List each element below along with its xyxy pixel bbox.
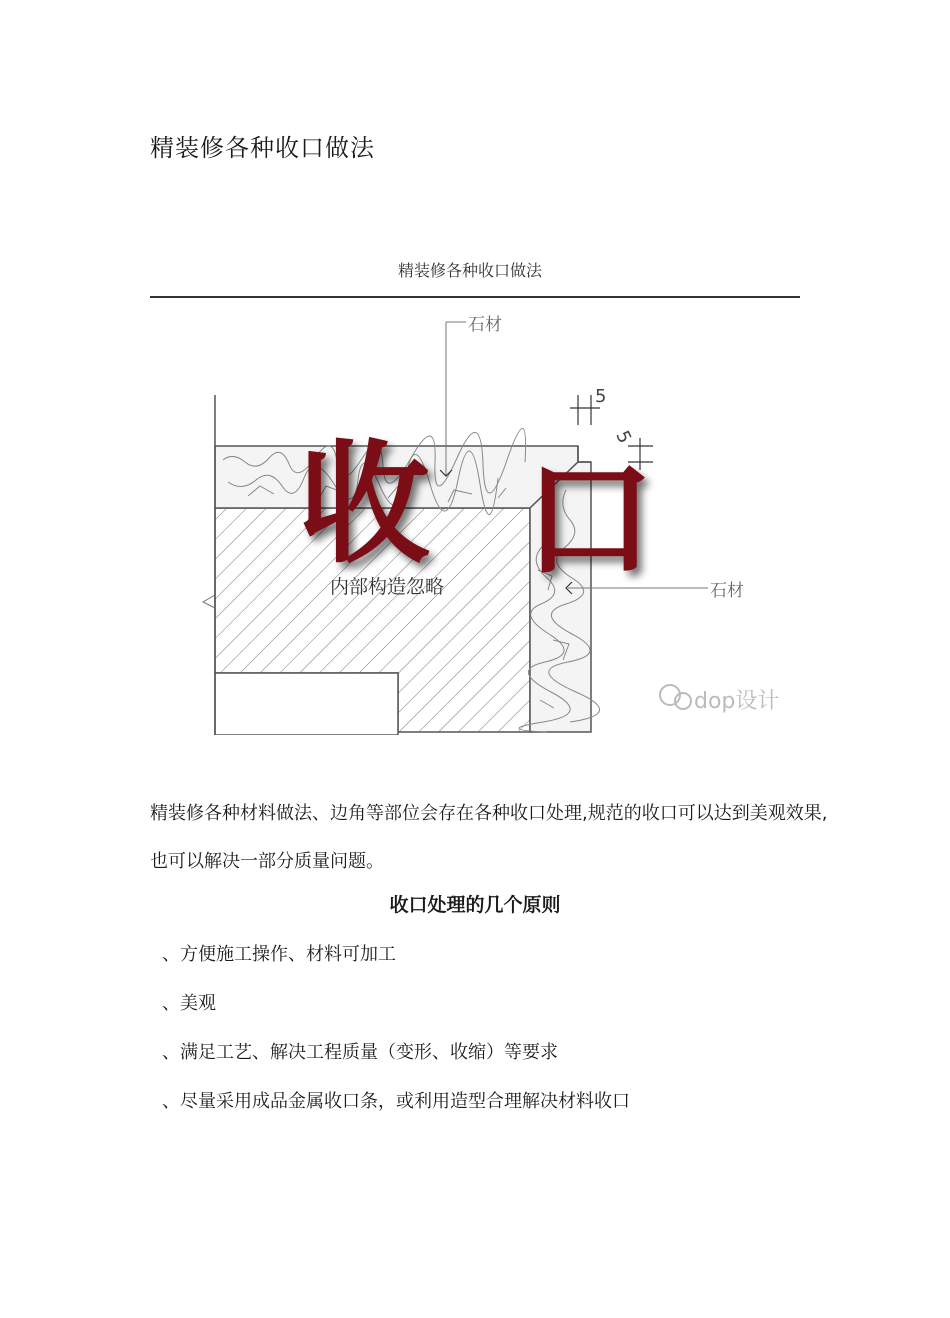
inner-structure-label: 内部构造忽略 [330, 576, 445, 598]
page-title: 精装修各种收口做法 [150, 134, 375, 162]
intro-line-1: 精装修各种材料做法、边角等部位会存在各种收口处理,规范的收口可以达到美观效果, [150, 803, 828, 824]
stone-label-right: 石材 [710, 581, 744, 601]
intro-paragraph [150, 790, 950, 886]
dimension-label-right: 5 [611, 427, 636, 447]
principles-list [162, 937, 630, 1133]
stone-label-top: 石材 [468, 315, 502, 335]
list-item: 、方便施工操作、材料可加工 [162, 944, 396, 965]
watermark [660, 685, 779, 714]
list-item: 、满足工艺、解决工程质量（变形、收缩）等要求 [162, 1042, 558, 1063]
corner-detail-figure [148, 250, 803, 735]
watermark-text: dop设计 [694, 689, 780, 714]
overlay-char-shou: 收 [298, 428, 430, 582]
list-item: 、尽量采用成品金属收口条，或利用造型合理解决材料收口 [162, 1091, 630, 1112]
inner-void [215, 673, 398, 735]
corner-detail-drawing [148, 250, 803, 735]
intro-line-2: 也可以解决一部分质量问题。 [150, 851, 384, 872]
overlay-char-kou: 口 [523, 443, 655, 597]
figure-caption: 精装修各种收口做法 [397, 261, 543, 280]
list-item: 、美观 [162, 993, 216, 1014]
dimension-label-top: 5 [595, 386, 607, 407]
principles-heading: 收口处理的几个原则 [389, 894, 561, 916]
